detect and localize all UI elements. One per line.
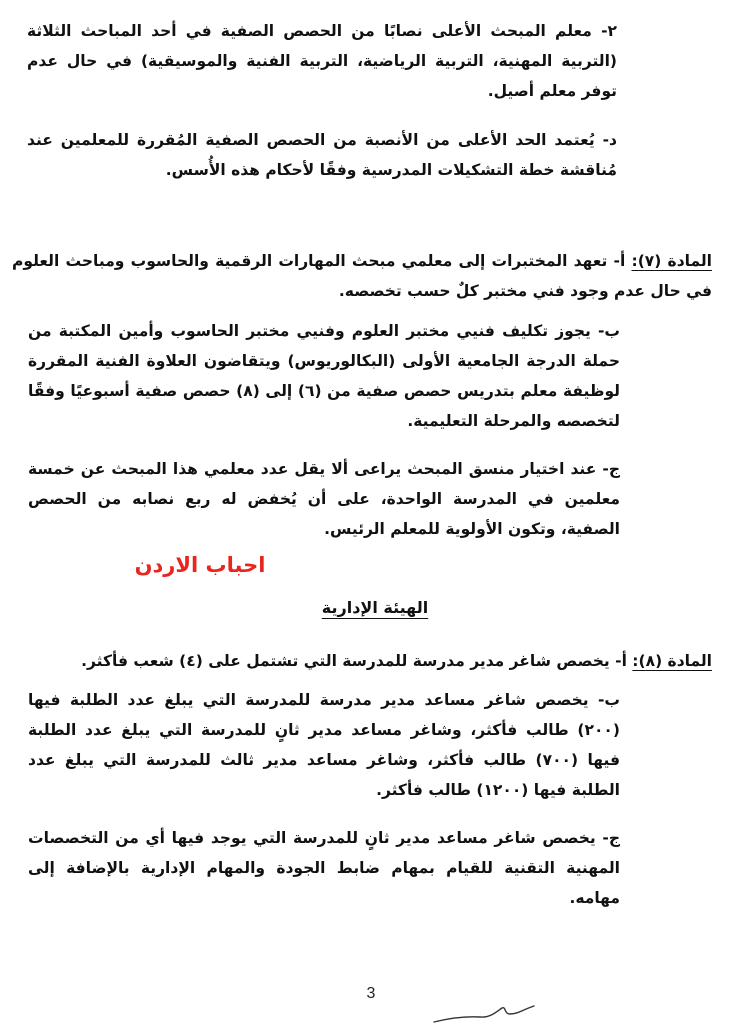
article-8-paragraph-c: ج- يخصص شاغر مساعد مدير ثانٍ للمدرسة التي يوجد فيها أي من التخصصات المهنية التقنية للقيام بمهام ضابط الجودة والمهام الإدارية بالإضافة إلى مهامه.: [28, 829, 620, 907]
signature-mark: [430, 1004, 540, 1024]
article-7-a-text: أ- تعهد المختبرات إلى معلمي مبحث المهارات الرقمية والحاسوب ومباحث العلوم في حال عدم وجود فني مختبر كلٌ حسب تخصصه.: [12, 252, 712, 300]
page-number: 3: [366, 985, 376, 1002]
watermark-text: احباب الاردن: [134, 553, 266, 577]
paragraph-item-d: د- يُعتمد الحد الأعلى من الأنصبة من الحصص الصفية المُقررة للمعلمين عند مُناقشة خطة التشكيلات المدرسية وفقًا لأحكام هذه الأُسس.: [27, 131, 617, 179]
article-7-paragraph-a: [12, 246, 712, 306]
article-8-label: المادة (٨):: [632, 652, 712, 670]
section-heading: الهيئة الإدارية: [321, 598, 429, 617]
article-8-paragraph-a: [12, 646, 712, 676]
article-7-label: المادة (٧):: [631, 252, 712, 270]
article-8-paragraph-b: ب- يخصص شاغر مساعد مدير مدرسة للمدرسة التي يبلغ عدد الطلبة فيها (٢٠٠) طالب فأكثر، وشاغر مساعد مدير ثانٍ للمدرسة التي يبلغ عدد الطلبة فيها (٧٠٠) طالب فأكثر، وشاغر مساعد مدير ثالث للمدرسة التي يبلغ عدد الطلبة فيها (١٢٠٠) طالب فأكثر.: [28, 691, 620, 799]
paragraph-item-2: ٢- معلم المبحث الأعلى نصابًا من الحصص الصفية في أحد المباحث الثلاثة (التربية المهنية، التربية الرياضية، التربية الفنية والموسيقية) في حال عدم توفر معلم أصيل.: [27, 22, 617, 100]
article-7-paragraph-c: ج- عند اختيار منسق المبحث يراعى ألا يقل عدد معلمي هذا المبحث عن خمسة معلمين في المدرسة الواحدة، على أن يُخفض له ربع نصابه من الحصص الصفية، وتكون الأولوية للمعلم الرئيس.: [28, 460, 620, 538]
article-7-paragraph-b: ب- يجوز تكليف فنيي مختبر العلوم وفنيي مختبر الحاسوب وأمين المكتبة من حملة الدرجة الجامعية الأولى (البكالوريوس) ويتقاضون العلاوة الفنية المقررة لوظيفة معلم بتدريس حصص صفية من (٦) إلى (٨) حصص صفية أسبوعيًا وفقًا لتخصصه والمرحلة التعليمية.: [28, 322, 620, 430]
article-8-a-text: أ- يخصص شاغر مدير مدرسة للمدرسة التي تشتمل على (٤) شعب فأكثر.: [81, 652, 627, 670]
